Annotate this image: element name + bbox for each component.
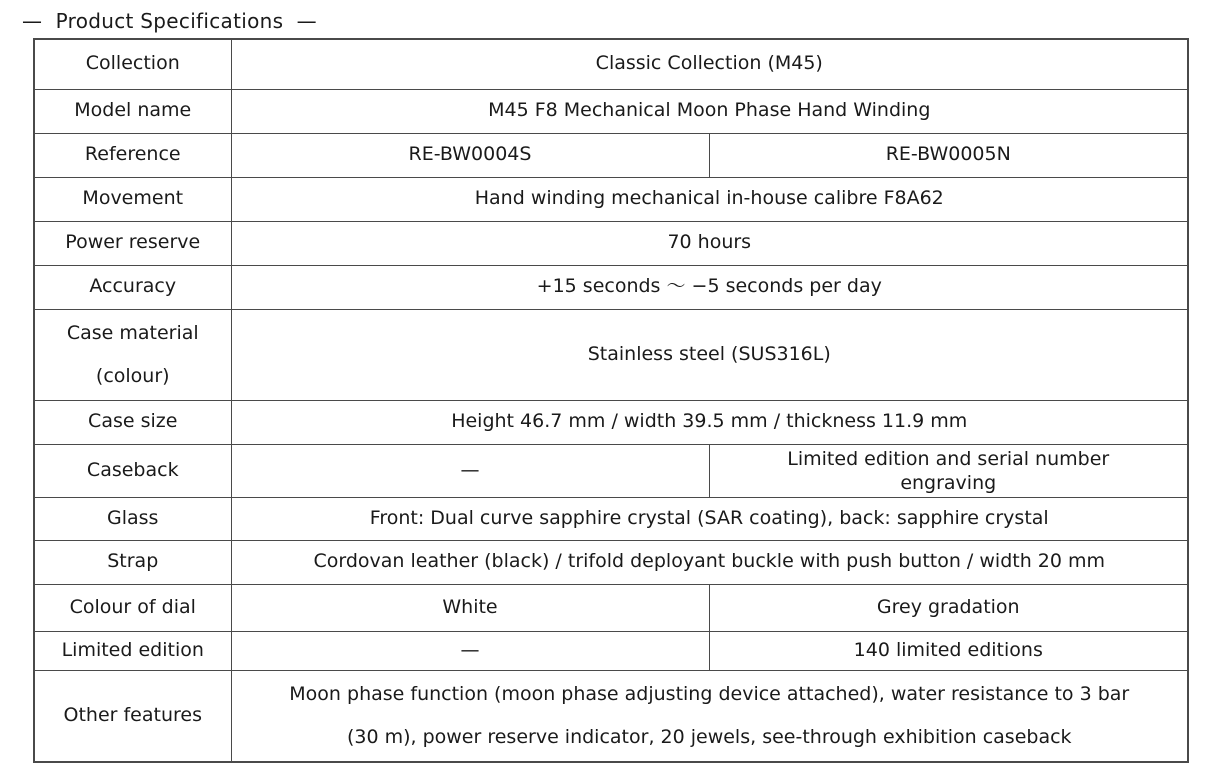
spec-label-movement: Movement xyxy=(34,177,231,221)
spec-row-caseback xyxy=(34,444,1188,497)
spec-value-other-features-line1: Moon phase function (moon phase adjusting device attached), water resistance to 3 bar xyxy=(289,682,1130,705)
spec-value-colour-of-dial-left: White xyxy=(231,584,709,631)
spec-label-colour-of-dial: Colour of dial xyxy=(34,584,231,631)
spec-label-case-material xyxy=(34,309,231,400)
spec-value-movement: Hand winding mechanical in-house calibre F8A62 xyxy=(231,177,1188,221)
spec-value-other-features-line2: (30 m), power reserve indicator, 20 jewels, see-through exhibition caseback xyxy=(346,725,1072,748)
product-spec-table xyxy=(33,38,1189,763)
spec-value-caseback-right xyxy=(709,444,1188,497)
spec-label-caseback: Caseback xyxy=(34,444,231,497)
spec-label-power-reserve: Power reserve xyxy=(34,221,231,265)
spec-value-caseback-left: — xyxy=(231,444,709,497)
spec-row-limited-edition xyxy=(34,631,1188,670)
spec-label-collection: Collection xyxy=(34,39,231,89)
spec-value-reference-left: RE-BW0004S xyxy=(231,133,709,177)
spec-value-reference-right: RE-BW0005N xyxy=(709,133,1188,177)
spec-value-caseback-right-line1: Limited edition and serial number xyxy=(787,447,1110,470)
spec-row-colour-of-dial xyxy=(34,584,1188,631)
spec-row-case-material xyxy=(34,309,1188,400)
spec-value-case-material: Stainless steel (SUS316L) xyxy=(231,309,1188,400)
spec-row-case-size xyxy=(34,400,1188,444)
spec-row-other-features xyxy=(34,670,1188,762)
spec-label-other-features: Other features xyxy=(34,670,231,762)
spec-label-model-name: Model name xyxy=(34,89,231,133)
page-title: — Product Specifications — xyxy=(22,9,317,33)
spec-label-limited-edition: Limited edition xyxy=(34,631,231,670)
spec-row-model-name xyxy=(34,89,1188,133)
spec-value-accuracy: +15 seconds ～ −5 seconds per day xyxy=(231,265,1188,309)
spec-label-case-material-line2: (colour) xyxy=(95,364,170,387)
spec-value-strap: Cordovan leather (black) / trifold deployant buckle with push button / width 20 mm xyxy=(231,540,1188,584)
spec-label-accuracy: Accuracy xyxy=(34,265,231,309)
spec-value-power-reserve: 70 hours xyxy=(231,221,1188,265)
spec-value-collection: Classic Collection (M45) xyxy=(231,39,1188,89)
spec-row-movement xyxy=(34,177,1188,221)
spec-value-other-features xyxy=(231,670,1188,762)
spec-label-reference: Reference xyxy=(34,133,231,177)
spec-label-strap: Strap xyxy=(34,540,231,584)
spec-value-limited-edition-left: — xyxy=(231,631,709,670)
spec-value-limited-edition-right: 140 limited editions xyxy=(709,631,1188,670)
spec-value-model-name: M45 F8 Mechanical Moon Phase Hand Winding xyxy=(231,89,1188,133)
spec-row-collection xyxy=(34,39,1188,89)
spec-row-reference xyxy=(34,133,1188,177)
spec-row-strap xyxy=(34,540,1188,584)
spec-row-accuracy xyxy=(34,265,1188,309)
spec-value-glass: Front: Dual curve sapphire crystal (SAR coating), back: sapphire crystal xyxy=(231,497,1188,540)
spec-value-colour-of-dial-right: Grey gradation xyxy=(709,584,1188,631)
spec-value-caseback-right-line2: engraving xyxy=(900,471,997,494)
spec-value-case-size: Height 46.7 mm / width 39.5 mm / thickness 11.9 mm xyxy=(231,400,1188,444)
spec-label-glass: Glass xyxy=(34,497,231,540)
spec-label-case-material-line1: Case material xyxy=(66,321,199,344)
spec-row-power-reserve xyxy=(34,221,1188,265)
spec-label-case-size: Case size xyxy=(34,400,231,444)
spec-row-glass xyxy=(34,497,1188,540)
